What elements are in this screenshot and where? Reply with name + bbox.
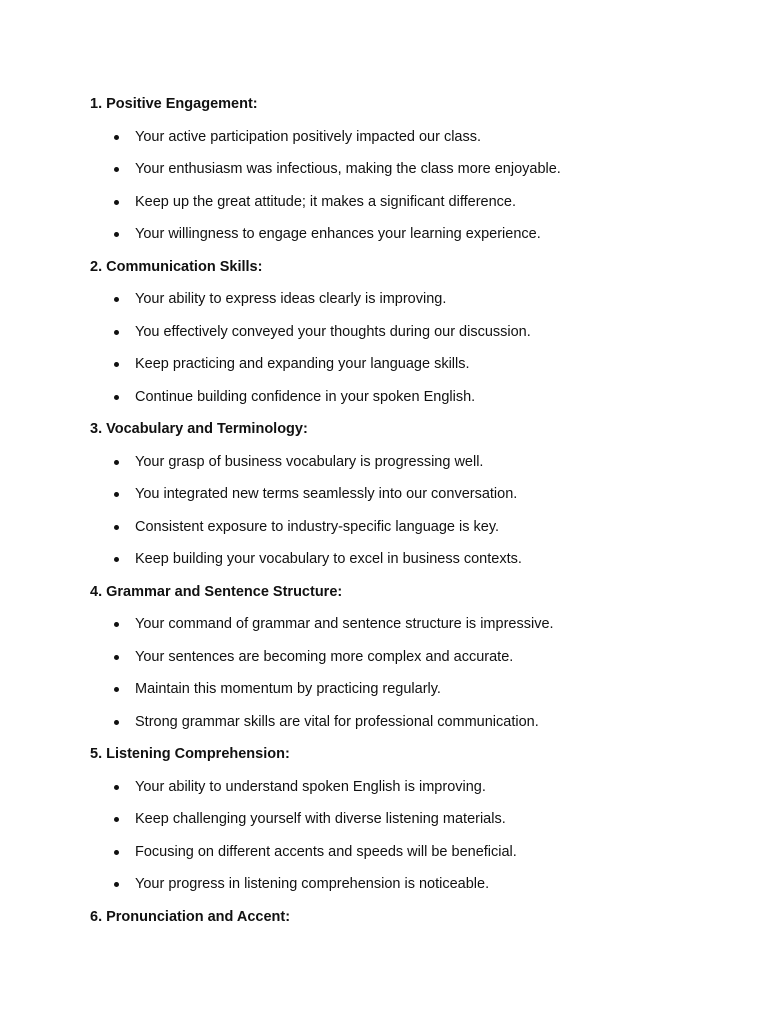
bullet-icon — [114, 525, 119, 530]
bullet-icon — [114, 492, 119, 497]
bullet-icon — [114, 167, 119, 172]
bullet-list — [90, 290, 730, 407]
section-positive-engagement — [90, 95, 730, 244]
section-heading: 2. Communication Skills: — [90, 258, 263, 275]
list-item — [90, 648, 730, 667]
list-item — [90, 680, 730, 699]
list-item — [90, 713, 730, 732]
bullet-icon — [114, 395, 119, 400]
list-item — [90, 778, 730, 797]
bullet-icon — [114, 135, 119, 140]
bullet-icon — [114, 622, 119, 627]
bullet-icon — [114, 882, 119, 887]
list-item — [90, 355, 730, 374]
list-item-text: Strong grammar skills are vital for professional communication. — [135, 713, 539, 730]
list-item-text: Maintain this momentum by practicing regularly. — [135, 681, 441, 697]
list-item — [90, 160, 730, 179]
list-item-text: You effectively conveyed your thoughts during our discussion. — [135, 323, 531, 340]
bullet-list — [90, 128, 730, 245]
list-item-text: Your progress in listening comprehension is noticeable. — [135, 876, 490, 892]
list-item-text: Your active participation positively impacted our class. — [135, 128, 482, 145]
list-item — [90, 128, 730, 147]
list-item-text: Your willingness to engage enhances your learning experience. — [135, 226, 541, 242]
list-item — [90, 388, 730, 407]
section-heading: 5. Listening Comprehension: — [90, 746, 290, 762]
bullet-list — [90, 778, 730, 895]
section-heading: 6. Pronunciation and Accent: — [90, 908, 291, 925]
list-item — [90, 290, 730, 309]
list-item-text: Keep practicing and expanding your language skills. — [135, 356, 470, 372]
list-item — [90, 323, 730, 342]
list-item — [90, 193, 730, 212]
bullet-icon — [114, 232, 119, 237]
list-item — [90, 875, 730, 894]
bullet-icon — [114, 330, 119, 335]
list-item — [90, 518, 730, 537]
bullet-icon — [114, 850, 119, 855]
list-item-text: Your ability to express ideas clearly is improving. — [135, 291, 447, 307]
list-item — [90, 225, 730, 244]
list-item-text: Keep up the great attitude; it makes a significant difference. — [135, 193, 516, 210]
section-grammar-sentence-structure — [90, 583, 730, 732]
bullet-icon — [114, 460, 119, 465]
bullet-icon — [114, 297, 119, 302]
section-listening-comprehension — [90, 745, 730, 894]
list-item — [90, 615, 730, 634]
list-item-text: You integrated new terms seamlessly into our conversation. — [135, 486, 518, 502]
section-vocabulary-terminology — [90, 420, 730, 569]
bullet-icon — [114, 362, 119, 367]
list-item — [90, 843, 730, 862]
section-heading: 1. Positive Engagement: — [90, 96, 258, 112]
list-item-text: Your sentences are becoming more complex and accurate. — [135, 648, 514, 665]
bullet-icon — [114, 720, 119, 725]
bullet-icon — [114, 557, 119, 562]
section-pronunciation-accent — [90, 908, 730, 927]
list-item-text: Keep building your vocabulary to excel in business contexts. — [135, 551, 522, 567]
document-content — [90, 95, 730, 927]
bullet-list — [90, 615, 730, 732]
section-heading: 3. Vocabulary and Terminology: — [90, 421, 308, 437]
section-communication-skills — [90, 258, 730, 407]
list-item-text: Your enthusiasm was infectious, making the class more enjoyable. — [135, 161, 561, 177]
section-heading: 4. Grammar and Sentence Structure: — [90, 583, 343, 600]
list-item-text: Consistent exposure to industry-specific language is key. — [135, 518, 500, 535]
list-item-text: Your grasp of business vocabulary is progressing well. — [135, 453, 484, 470]
list-item-text: Your command of grammar and sentence structure is impressive. — [135, 616, 554, 632]
bullet-icon — [114, 687, 119, 692]
bullet-list — [90, 453, 730, 570]
list-item — [90, 485, 730, 504]
bullet-icon — [114, 200, 119, 205]
bullet-icon — [114, 655, 119, 660]
bullet-icon — [114, 817, 119, 822]
bullet-icon — [114, 785, 119, 790]
list-item-text: Focusing on different accents and speeds will be beneficial. — [135, 843, 517, 860]
list-item-text: Keep challenging yourself with diverse listening materials. — [135, 811, 506, 827]
list-item-text: Continue building confidence in your spoken English. — [135, 388, 476, 405]
list-item — [90, 550, 730, 569]
list-item — [90, 453, 730, 472]
list-item — [90, 810, 730, 829]
list-item-text: Your ability to understand spoken English is improving. — [135, 778, 486, 795]
